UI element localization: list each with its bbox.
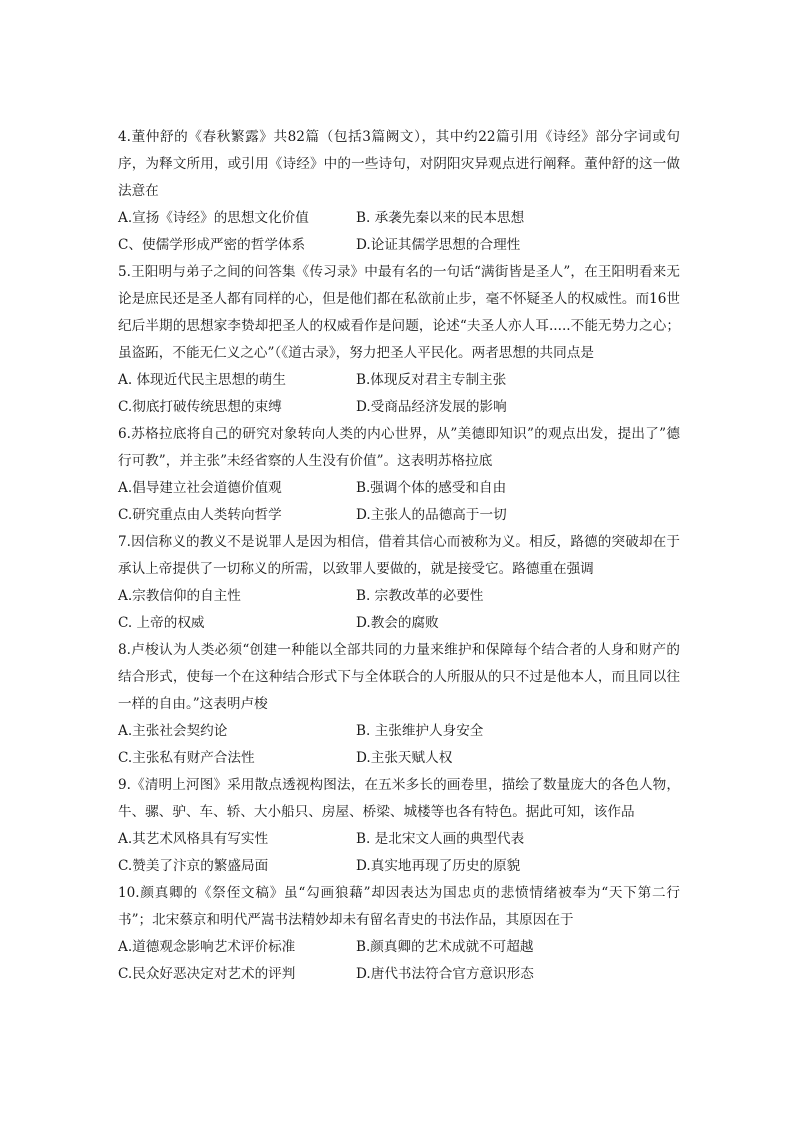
option-d: D.教会的腐败 bbox=[356, 615, 439, 631]
question-stem: 6.苏格拉底将自己的研究对象转向人类的内心世界，从”美德即知识”的观点出发，提出了”德行可教”，并主张”未经省察的人生没有价值”。这表明苏格拉底 bbox=[118, 426, 680, 469]
options bbox=[118, 475, 680, 529]
question-6 bbox=[118, 421, 680, 529]
question-stem: 9.《清明上河图》采用散点透视构图法，在五米多长的画卷里，描绘了数量庞大的各色人物，牛、骡、驴、车、轿、大小船只、房屋、桥梁、城楼等也各有特色。据此可知，该作品 bbox=[118, 777, 680, 820]
options bbox=[118, 205, 680, 259]
option-a: A.宗教信仰的自主性 bbox=[118, 588, 241, 604]
option-a: A.主张社会契约论 bbox=[118, 723, 228, 739]
question-5 bbox=[118, 259, 680, 421]
option-a: A.其艺术风格具有写实性 bbox=[118, 831, 269, 847]
question-7 bbox=[118, 529, 680, 637]
question-10 bbox=[118, 880, 680, 988]
options bbox=[118, 826, 680, 880]
option-d: D.真实地再现了历史的原貌 bbox=[356, 858, 521, 874]
option-d: D.主张人的品德高于一切 bbox=[356, 507, 507, 523]
option-b: B. 是北宋文人画的典型代表 bbox=[356, 831, 525, 847]
option-a: A.道德观念影响艺术评价标准 bbox=[118, 939, 296, 955]
option-b: B.体现反对君主专制主张 bbox=[356, 372, 507, 388]
option-a: A. 体现近代民主思想的萌生 bbox=[118, 372, 286, 388]
option-b: B.强调个体的感受和自由 bbox=[356, 480, 507, 496]
option-c: C.赞美了汴京的繁盛局面 bbox=[118, 858, 269, 874]
options bbox=[118, 934, 680, 988]
exam-page bbox=[118, 124, 680, 988]
option-d: D.主张天赋人权 bbox=[356, 750, 453, 766]
option-d: D.论证其儒学思想的合理性 bbox=[356, 237, 521, 253]
option-b: B. 主张维护人身安全 bbox=[356, 723, 484, 739]
option-d: D.受商品经济发展的影响 bbox=[356, 399, 507, 415]
question-stem: 7.因信称义的教义不是说罪人是因为相信，借着其信心而被称为义。相反，路德的突破却在于承认上帝提供了一切称义的所需，以致罪人要做的，就是接受它。路德重在强调 bbox=[118, 534, 680, 577]
option-c: C. 上帝的权威 bbox=[118, 615, 205, 631]
option-b: B.颜真卿的艺术成就不可超越 bbox=[356, 939, 534, 955]
option-a: A.宣扬《诗经》的思想文化价值 bbox=[118, 210, 309, 226]
question-stem: 4.董仲舒的《春秋繁露》共82篇（包括3篇阙文），其中约22篇引用《诗经》部分字词或句序，为释文所用，或引用《诗经》中的一些诗句，对阴阳灾异观点进行阐释。董仲舒的这一做法意在 bbox=[118, 129, 680, 199]
question-stem: 8.卢梭认为人类必须“创建一种能以全部共同的力量来维护和保障每个结合者的人身和财产的结合形式，使每一个在这种结合形式下与全体联合的人所服从的只不过是他本人，而且同以往一样的自由。”这表明卢梭 bbox=[118, 642, 680, 712]
option-c: C.民众好恶决定对艺术的评判 bbox=[118, 966, 296, 982]
option-c: C.彻底打破传统思想的束缚 bbox=[118, 399, 282, 415]
option-a: A.倡导建立社会道德价值观 bbox=[118, 480, 282, 496]
options bbox=[118, 718, 680, 772]
question-9 bbox=[118, 772, 680, 880]
question-4 bbox=[118, 124, 680, 259]
options bbox=[118, 583, 680, 637]
option-b: B. 宗教改革的必要性 bbox=[356, 588, 484, 604]
option-d: D.唐代书法符合官方意识形态 bbox=[356, 966, 534, 982]
options bbox=[118, 367, 680, 421]
question-8 bbox=[118, 637, 680, 772]
option-c: C.主张私有财产合法性 bbox=[118, 750, 255, 766]
option-b: B. 承袭先秦以来的民本思想 bbox=[356, 210, 525, 226]
option-c: C、使儒学形成严密的哲学体系 bbox=[118, 237, 306, 253]
question-stem: 10.颜真卿的《祭侄文稿》虽“勾画狼藉”却因表达为国忠贞的悲愤情绪被奉为“天下第二行书”；北宋蔡京和明代严嵩书法精妙却未有留名青史的书法作品，其原因在于 bbox=[118, 885, 680, 928]
option-c: C.研究重点由人类转向哲学 bbox=[118, 507, 282, 523]
question-stem: 5.王阳明与弟子之间的问答集《传习录》中最有名的一句话“满街皆是圣人”，在王阳明看来无论是庶民还是圣人都有同样的心，但是他们都在私欲前止步，毫不怀疑圣人的权威性。而16世纪后半期的思想家李贽却把圣人的权威看作是问题，论述“夫圣人亦人耳.....不能无势力之心；虽盗跖，不能无仁义之心”（《道古录》，努力把圣人平民化。两者思想的共同点是 bbox=[118, 264, 680, 361]
